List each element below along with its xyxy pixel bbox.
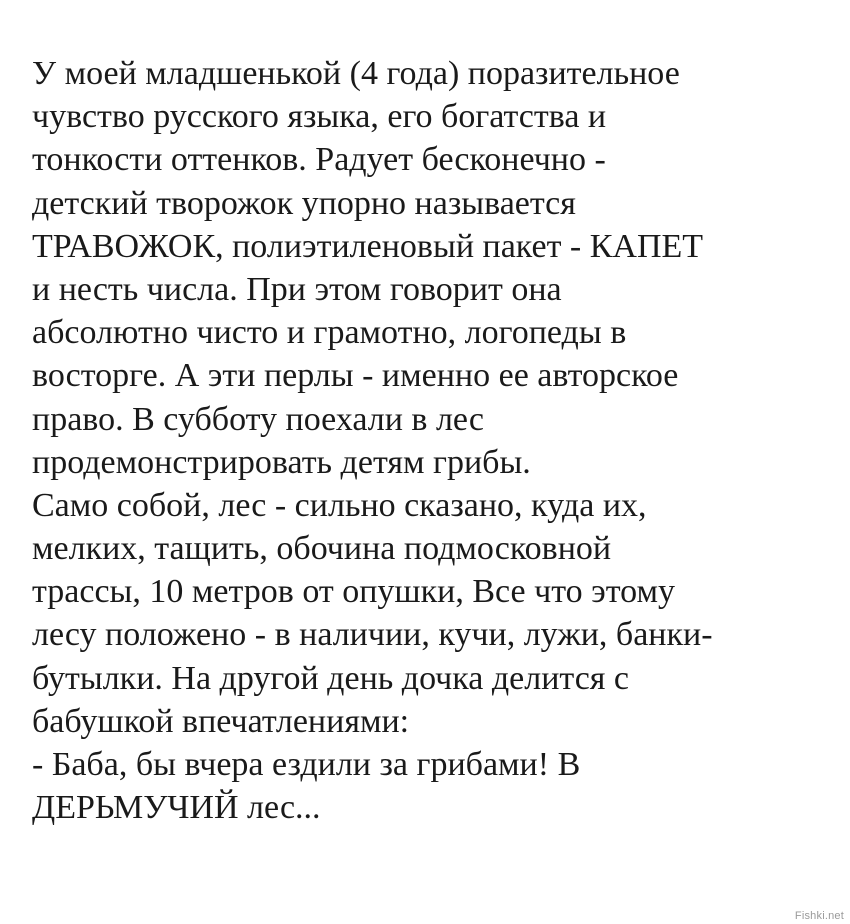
text-line: бабушкой впечатлениями:: [32, 702, 410, 740]
text-line: право. В субботу поехали в лес: [32, 400, 484, 438]
text-line: тонкости оттенков. Радует бесконечно -: [32, 141, 606, 179]
story-text: [32, 52, 832, 829]
watermark: Fishki.net: [794, 910, 844, 922]
text-line: - Баба, бы вчера ездили за грибами! В: [32, 746, 581, 783]
text-line: ТРАВОЖОК, полиэтиленовый пакет - КАПЕТ: [32, 227, 704, 265]
text-line: бутылки. На другой день дочка делится с: [32, 659, 630, 697]
text-line: абсолютно чисто и грамотно, логопеды в: [32, 314, 627, 352]
text-line: У моей младшенькой (4 года) поразительное: [32, 55, 680, 92]
text-line: ДЕРЬМУЧИЙ лес...: [32, 789, 321, 827]
text-line: лесу положено - в наличии, кучи, лужи, банки-: [32, 616, 713, 654]
text-line: трассы, 10 метров от опушки, Все что этому: [32, 573, 675, 611]
text-line: чувство русского языка, его богатства и: [32, 98, 607, 136]
text-line: продемонстрировать детям грибы.: [32, 443, 531, 481]
text-line: Само собой, лес - сильно сказано, куда их,: [32, 486, 647, 524]
text-line: восторге. А эти перлы - именно ее авторское: [32, 357, 679, 395]
text-line: детский творожок упорно называется: [32, 184, 576, 222]
text-line: мелких, тащить, обочина подмосковной: [32, 530, 612, 568]
text-line: и несть числа. При этом говорит она: [32, 270, 562, 308]
